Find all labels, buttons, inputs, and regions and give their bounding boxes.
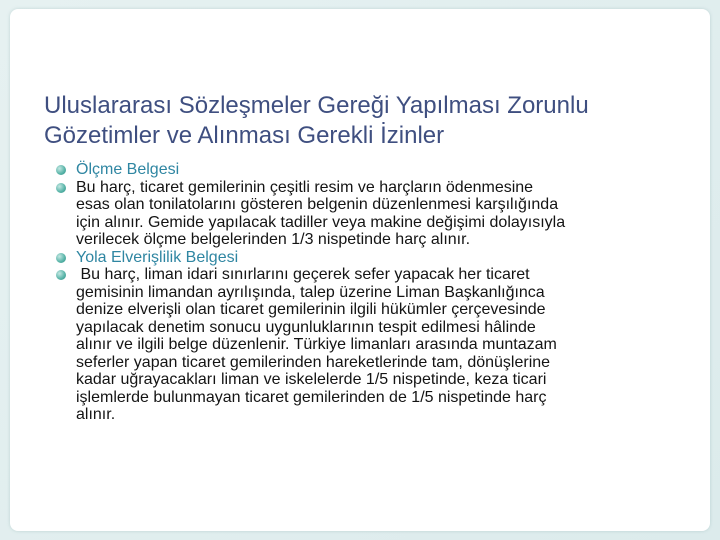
- bullet-text-line: verilecek ölçme belgelerinden 1/3 nispetinde harç alınır.: [76, 231, 471, 248]
- bullet-text-line: gemisinin limandan ayrılışında, talep üzerine Liman Başkanlığınca: [76, 283, 545, 301]
- bullet-list: [53, 161, 703, 424]
- bullet-dot-icon: [56, 183, 66, 193]
- bullet-dot-icon: [56, 253, 66, 263]
- bullet-dot-icon: [56, 270, 66, 280]
- title-line: Uluslararası Sözleşmeler Gereği Yapılması Zorunlu: [44, 92, 589, 119]
- bullet-text-line: seferler yapan ticaret gemilerinden hareketlerinde tam, dönüşlerine: [76, 353, 551, 371]
- bullet-text-line: işlemlerde bulunmayan ticaret gemilerinden de 1/5 nispetinde harç: [76, 388, 547, 406]
- bullet-text-line: Yola Elverişlilik Belgesi: [76, 248, 239, 266]
- bullet-text-line: denize elverişli olan ticaret gemilerinin ilgili hükümler çerçevesinde: [76, 301, 546, 318]
- bullet-text-line: esas olan tonilatolarını gösteren belgenin düzenlenmesi karşılığında: [76, 196, 559, 213]
- bullet-text-line: alınır ve ilgili belge düzenlenir. Türkiye limanları arasında muntazam: [76, 336, 557, 353]
- bullet-item-yola-elverislilik: [53, 249, 703, 267]
- bullet-text-line: Ölçme Belgesi: [76, 161, 180, 178]
- bullet-dot-icon: [56, 165, 66, 175]
- bullet-item-olcme-aciklama: [53, 179, 703, 249]
- content-panel: [10, 9, 710, 531]
- bullet-text-line: alınır.: [76, 406, 116, 423]
- bullet-text-line: yapılacak denetim sonucu uygunluklarının tespit edilmesi hâlinde: [76, 318, 536, 336]
- bullet-text-line: Bu harç, liman idari sınırlarını geçerek sefer yapacak her ticaret: [76, 266, 530, 283]
- bullet-text-line: için alınır. Gemide yapılacak tadiller veya makine değişimi dolayısıyla: [76, 213, 566, 231]
- title-line: Gözetimler ve Alınması Gerekli İzinler: [44, 122, 445, 149]
- bullet-item-yola-aciklama: [53, 266, 703, 424]
- bullet-text-line: kadar uğrayacakları liman ve iskelelerde 1/5 nispetinde, keza ticari: [76, 371, 547, 388]
- bullet-text-line: Bu harç, ticaret gemilerinin çeşitli resim ve harçların ödenmesine: [76, 178, 534, 196]
- bullet-item-olcme-belgesi: [53, 161, 703, 179]
- slide-title: [44, 91, 704, 151]
